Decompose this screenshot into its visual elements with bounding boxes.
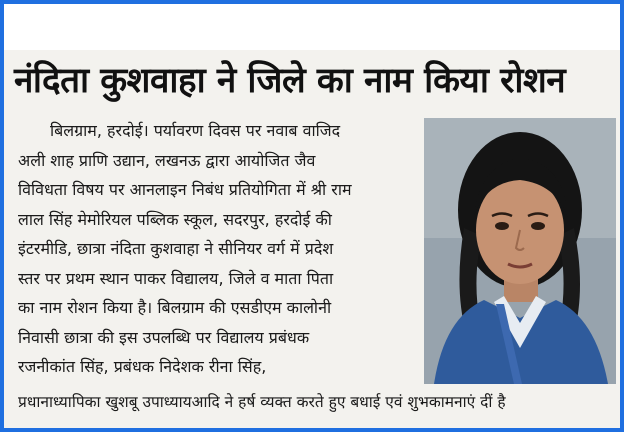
article-body — [18, 116, 418, 382]
article-line: इंटरमीडि, छात्रा नंदिता कुशवाहा ने सीनियर वर्ग में प्रदेश — [18, 239, 334, 258]
portrait-illustration — [424, 118, 616, 384]
article-line: निवासी छात्रा की इस उपलब्धि पर विद्यालय प्रबंधक — [18, 327, 310, 347]
top-margin — [4, 4, 620, 50]
article-line: स्तर पर प्रथम स्थान पाकर विद्यालय, जिले व माता पिता — [18, 268, 334, 288]
article-line: विविधता विषय पर आनलाइन निबंध प्रतियोगिता में श्री राम — [18, 180, 352, 199]
student-photo — [424, 118, 616, 384]
newspaper-clipping — [4, 4, 620, 428]
headline: नंदिता कुशवाहा ने जिले का नाम किया रोशन — [14, 61, 566, 101]
article-line: का नाम रोशन किया है। बिलग्राम की एसडीएम कालोनी — [18, 298, 332, 317]
article-line: लाल सिंह मेमोरियल पब्लिक स्कूल, सदरपुर, हरदोई की — [18, 209, 332, 229]
article-line: अली शाह प्राणि उद्यान, लखनऊ द्वारा आयोजित जैव — [18, 150, 316, 170]
article-line: रजनीकांत सिंह, प्रबंधक निदेशक रीना सिंह, — [18, 357, 267, 376]
article-last-line: प्रधानाध्यापिका खुशबू उपाध्यायआदि ने हर्ष व्यक्त करते हुए बधाई एवं शुभकामनाएं दीं है — [18, 393, 506, 411]
article-line: बिलग्राम, हरदोई। पर्यावरण दिवस पर नवाब वाजिद — [50, 121, 341, 140]
